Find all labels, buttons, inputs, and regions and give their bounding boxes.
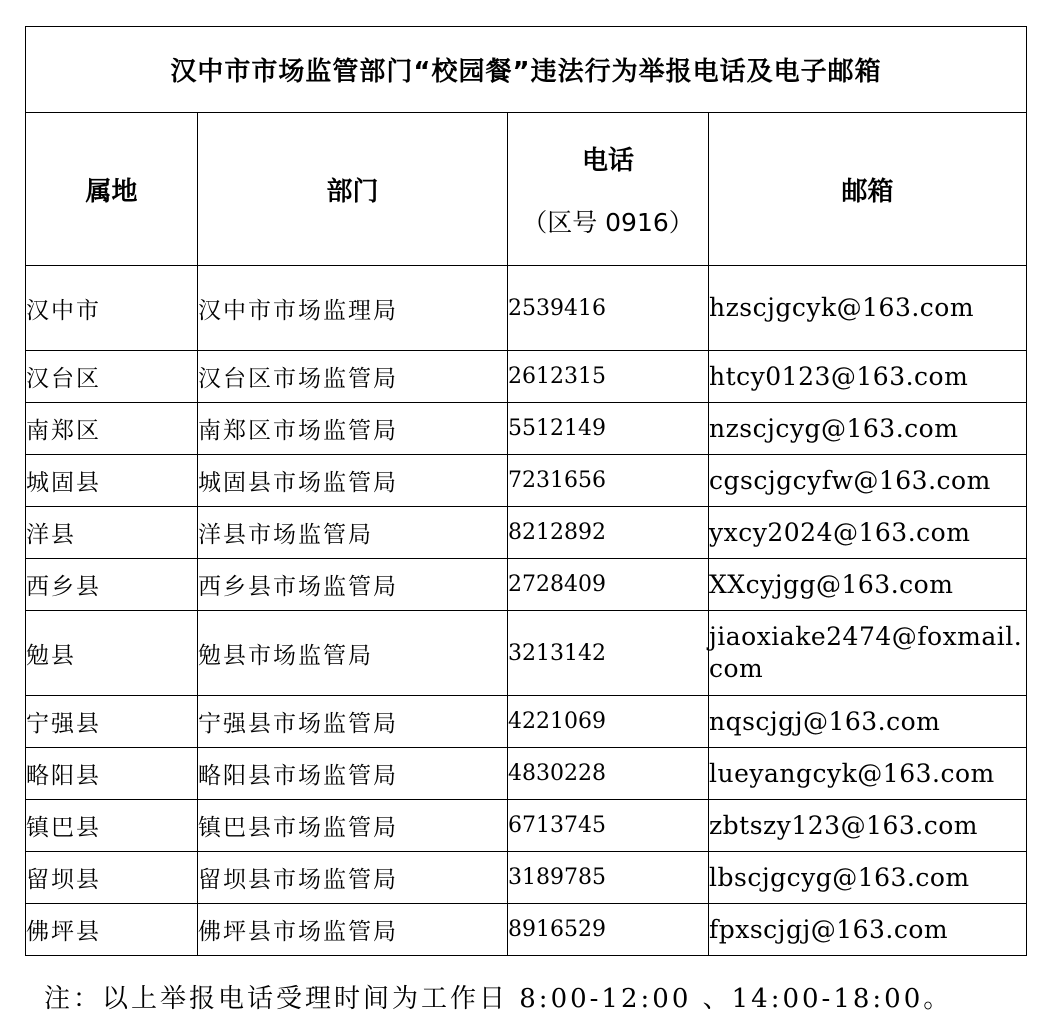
phone-cell: 8916529 [508,904,709,956]
region-cell: 南郑区 [26,403,198,455]
department-cell: 城固县市场监管局 [198,455,508,507]
email-cell: cgscjgcyfw@163.com [709,455,1027,507]
department-cell: 南郑区市场监管局 [198,403,508,455]
region-cell: 镇巴县 [26,800,198,852]
phone-cell: 4830228 [508,748,709,800]
table-row [26,559,1027,611]
phone-cell: 4221069 [508,696,709,748]
region-cell: 略阳县 [26,748,198,800]
email-cell: zbtszy123@163.com [709,800,1027,852]
table-row [26,852,1027,904]
report-sheet [25,26,1026,956]
region-cell: 汉中市 [26,266,198,351]
table-row [26,507,1027,559]
header-region: 属地 [26,113,198,266]
region-cell: 西乡县 [26,559,198,611]
region-cell: 宁强县 [26,696,198,748]
department-cell: 佛坪县市场监管局 [198,904,508,956]
region-cell: 勉县 [26,611,198,696]
phone-cell: 2728409 [508,559,709,611]
phone-cell: 5512149 [508,403,709,455]
department-cell: 勉县市场监管局 [198,611,508,696]
header-phone [508,113,709,266]
table-row [26,403,1027,455]
phone-cell: 2612315 [508,351,709,403]
header-phone-area-code: （区号 0916） [522,207,694,237]
email-cell: hzscjgcyk@163.com [709,266,1027,351]
email-cell: nzscjcyg@163.com [709,403,1027,455]
region-cell: 汉台区 [26,351,198,403]
email-cell: jiaoxiake2474@foxmail.com [709,611,1027,696]
department-cell: 汉台区市场监管局 [198,351,508,403]
table-row [26,800,1027,852]
header-phone-label: 电话 [581,145,634,176]
department-cell: 略阳县市场监管局 [198,748,508,800]
table-body [26,266,1027,956]
email-cell: yxcy2024@163.com [709,507,1027,559]
department-cell: 汉中市市场监理局 [198,266,508,351]
phone-cell: 2539416 [508,266,709,351]
header-department: 部门 [198,113,508,266]
table-row [26,351,1027,403]
department-cell: 留坝县市场监管局 [198,852,508,904]
phone-cell: 8212892 [508,507,709,559]
table-row [26,611,1027,696]
phone-cell: 6713745 [508,800,709,852]
table-row [26,904,1027,956]
table-row [26,266,1027,351]
table-row [26,748,1027,800]
header-email: 邮箱 [709,113,1027,266]
department-cell: 洋县市场监管局 [198,507,508,559]
department-cell: 宁强县市场监管局 [198,696,508,748]
email-cell: lbscjgcyg@163.com [709,852,1027,904]
email-cell: nqscjgj@163.com [709,696,1027,748]
contact-table [25,26,1027,956]
department-cell: 西乡县市场监管局 [198,559,508,611]
phone-cell: 3213142 [508,611,709,696]
email-cell: htcy0123@163.com [709,351,1027,403]
table-row [26,455,1027,507]
table-title: 汉中市市场监管部门“校园餐”违法行为举报电话及电子邮箱 [26,27,1027,113]
table-row [26,696,1027,748]
header-row [26,113,1027,266]
title-row [26,27,1027,113]
department-cell: 镇巴县市场监管局 [198,800,508,852]
email-cell: lueyangcyk@163.com [709,748,1027,800]
phone-cell: 7231656 [508,455,709,507]
region-cell: 洋县 [26,507,198,559]
region-cell: 佛坪县 [26,904,198,956]
email-cell: fpxscjgj@163.com [709,904,1027,956]
region-cell: 城固县 [26,455,198,507]
footnote: 注：以上举报电话受理时间为工作日 8:00-12:00 、14:00-18:00。 [44,984,953,1014]
phone-cell: 3189785 [508,852,709,904]
email-cell: XXcyjgg@163.com [709,559,1027,611]
region-cell: 留坝县 [26,852,198,904]
